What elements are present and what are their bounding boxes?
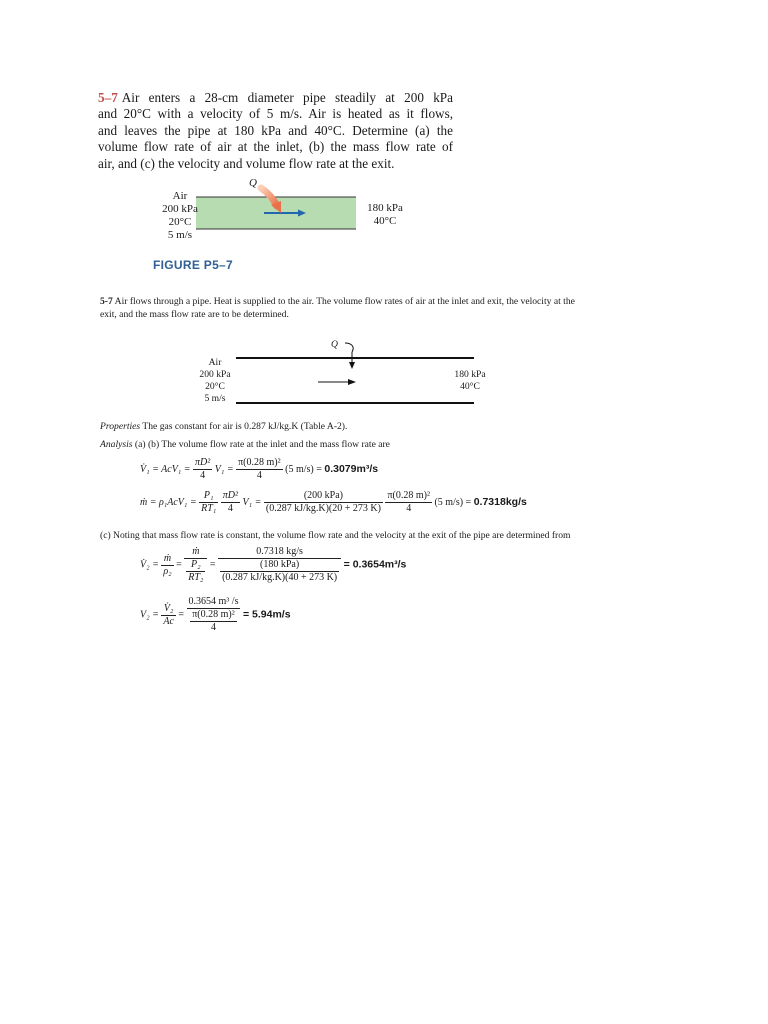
figure-caption: FIGURE P5–7 (153, 258, 233, 272)
equation-exit-velocity: V₂ = $\frac{\text{V̇₂}}{Ac}$ = $\frac{\text{0.3654 m³ /s}}{\frac{\text{π(0.28 m)²}}{4}}$ = 5.94m/s (140, 596, 291, 633)
heat-arrowhead (349, 362, 355, 369)
problem-line: air, and (c) the velocity and volume flow rate at the exit. (98, 155, 395, 171)
problem-line: 5–7 Air enters a 28-cm diameter pipe steadily at 200 kPa (98, 90, 453, 105)
equation-mass-flow: ṁ = ρ₁AcV₁ = $\frac{\text{P₁}}{\text{RT₁}}$ $\frac{\text{πD²}}{4}$ V₁ = $\frac{\text{(200 kPa)}}{(0.287 kJ/kg.K)(20 + 273 K)}$ $\frac{\text{π(0.28 m)²}}{4}$ (5 m/s) = 0.7318kg/s (140, 490, 527, 514)
result-mass-flow: 0.7318kg/s (473, 495, 527, 508)
problem-statement (98, 90, 453, 172)
heat-arrow (345, 343, 353, 352)
result-volume-flow-exit: = 0.3654m³/s (343, 558, 407, 571)
problem-number: 5–7 (98, 90, 118, 105)
inlet-conditions: Air 200 kPa 20°C 5 m/s (162, 190, 198, 241)
solution-intro: 5-7 Air flows through a pipe. Heat is supplied to the air. The volume flow rates of air at the inlet and exit, the velocity at the exit, and the mass flow rate are to be determined. (100, 296, 575, 320)
problem-line: volume flow rate of air at the inlet, (b) the mass flow rate of (98, 139, 453, 155)
equation-volume-flow-exit: V̇₂ = $\frac{\text{ṁ}}{\text{ρ₂}}$ = $\frac{\text{ṁ}}{\frac{\text{P₂}}{\text{RT₂}}}$ = $\frac{0.7318 kg/s}{\frac{\text{(180 kPa)}}{(0.287 kJ/kg.K)(40 + 273 K)}}$ = 0.3654m³/s (140, 546, 407, 583)
solution-number: 5-7 (100, 296, 113, 307)
outlet-conditions: 180 kPa 40°C (367, 202, 403, 227)
flow-arrowhead (348, 379, 356, 385)
inlet-conditions: Air 200 kPa 20°C 5 m/s (199, 357, 231, 404)
part-c-line: (c) Noting that mass flow rate is constant, the volume flow rate and the velocity at the exit of the pipe are determined from (100, 530, 571, 541)
heat-label: Q (331, 339, 338, 350)
result-volume-flow-inlet: 0.3079m³/s (324, 462, 379, 475)
result-exit-velocity: = 5.94m/s (242, 608, 291, 621)
properties-line: Properties The gas constant for air is 0.287 kJ/kg.K (Table A-2). (100, 421, 348, 432)
outlet-conditions: 180 kPa 40°C (454, 369, 486, 392)
problem-line: and leaves the pipe at 180 kPa and 40°C. Determine (a) the (98, 122, 453, 138)
heat-label: Q (249, 177, 257, 189)
analysis-line: Analysis (a) (b) The volume flow rate at the inlet and the mass flow rate are (100, 439, 390, 450)
problem-line: and 20°C with a velocity of 5 m/s. Air is heated as it flows, (98, 106, 453, 122)
equation-volume-flow-inlet: V̇₁ = AcV₁ = $\frac{\text{πD²}}{4}$ V₁ = $\frac{\text{π(0.28 m)²}}{4}$ (5 m/s) = 0.3079m³/s (140, 457, 379, 481)
